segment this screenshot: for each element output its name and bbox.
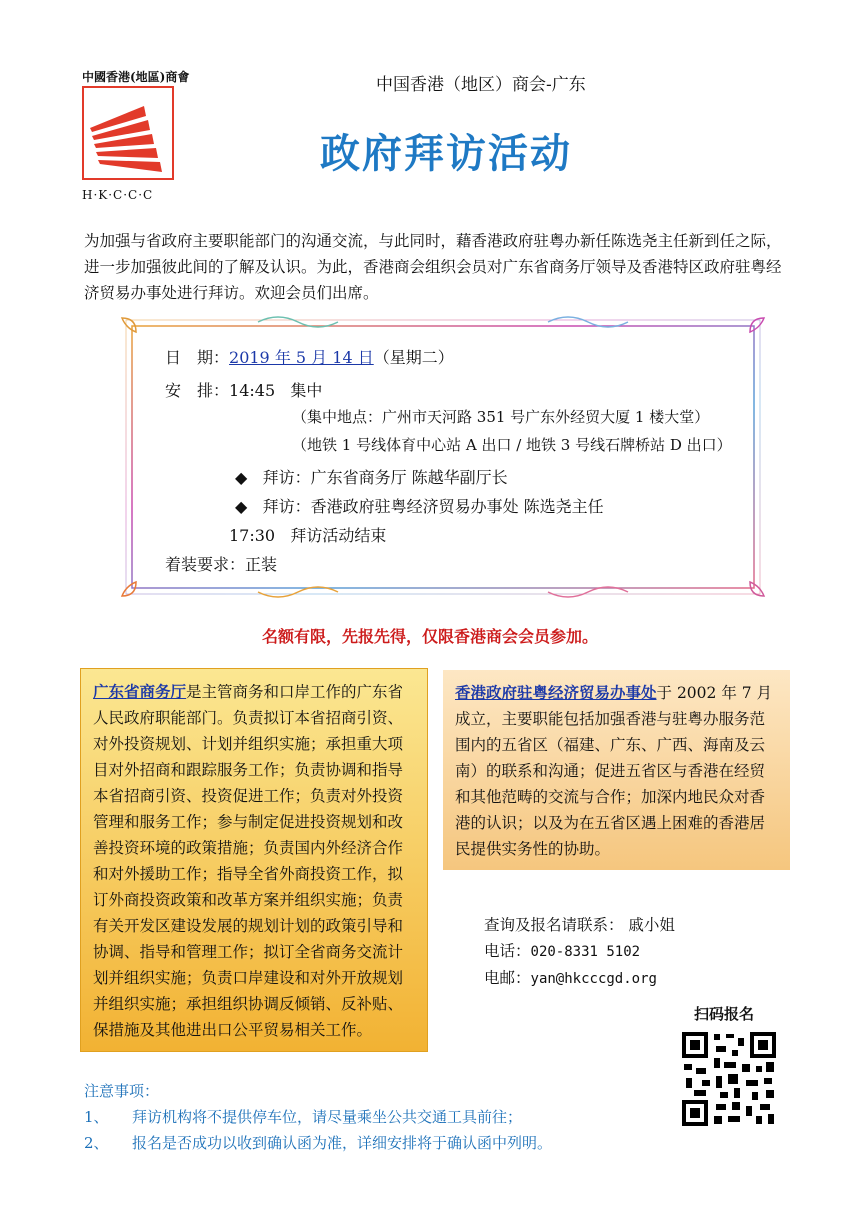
logo-top-text: 中國香港(地區)商會 — [82, 70, 190, 84]
note-number: 1、 — [84, 1108, 109, 1126]
dress-label: 着装要求： — [165, 555, 246, 574]
end-text: 拜访活动结束 — [290, 526, 387, 545]
note-item — [84, 1130, 552, 1156]
gather-text: 集中 — [290, 381, 323, 400]
location-text: （集中地点：广州市天河路 351 号广东外经贸大厦 1 楼大堂） — [292, 408, 710, 426]
visit-item-2 — [235, 494, 604, 517]
note-text: 报名是否成功以收到确认函为准，详细安排将于确认函中列明。 — [132, 1134, 553, 1152]
email-label: 电邮： — [484, 969, 531, 987]
date-link[interactable]: 2019 年 5 月 14 日 — [229, 348, 374, 367]
email-address[interactable]: yan@hkcccgd.org — [530, 971, 657, 987]
note-number: 2、 — [84, 1134, 109, 1152]
note-text: 拜访机构将不提供停车位，请尽量乘坐公共交通工具前往； — [132, 1108, 523, 1126]
bullet-icon: ◆ — [235, 497, 248, 516]
visit2-text: 拜访：香港政府驻粤经济贸易办事处 陈选尧主任 — [262, 497, 604, 516]
email-row — [484, 965, 675, 992]
arrange-row — [165, 378, 322, 401]
arrange-label: 安 排： — [165, 381, 230, 400]
notes-section — [84, 1078, 552, 1156]
bullet-icon: ◆ — [235, 468, 248, 487]
organization-name: 中国香港（地区）商会-广东 — [376, 75, 586, 95]
hketo-text: 于 2002 年 7 月成立，主要职能包括加强香港与驻粤办服务范围内的五省区（福建、广东、广西、海南及云南）的联系和沟通；促进五省区与香港在经贸和其他范畴的交流与合作；加深内地民众对香港的认识；以及为在五省区遇上困难的香港居民提供实务性的协助。 — [455, 684, 773, 858]
dress-value: 正装 — [245, 555, 278, 574]
date-weekday: （星期二） — [373, 348, 454, 367]
contact-person: 查询及报名请联系： 戚小姐 — [484, 916, 675, 934]
qr-code-icon[interactable] — [680, 1030, 778, 1128]
phone-row — [484, 938, 675, 965]
visit1-text: 拜访：广东省商务厅 陈越华副厅长 — [262, 468, 508, 487]
notice-text: 名额有限，先报先得，仅限香港商会会员参加。 — [261, 627, 598, 646]
hketo-box — [443, 670, 790, 870]
hketo-link[interactable]: 香港政府驻粤经济贸易办事处 — [455, 683, 657, 702]
notes-title: 注意事项： — [84, 1082, 160, 1100]
commerce-dept-link[interactable]: 广东省商务厅 — [93, 682, 187, 701]
note-item — [84, 1104, 552, 1130]
intro-paragraph: 为加强与省政府主要职能部门的沟通交流，与此同时，藉香港政府驻粤办新任陈选尧主任新到任之际，进一步加强彼此间的了解及认识。为此，香港商会组织会员对广东省商务厅领导及香港特区政府驻粤经济贸易办事处进行拜访。欢迎会员们出席。 — [84, 232, 782, 302]
logo-fan-icon — [82, 86, 174, 180]
contact-info — [484, 912, 675, 992]
gather-time: 14:45 — [229, 381, 276, 400]
phone-label: 电话： — [484, 942, 531, 960]
page-title: 政府拜访活动 — [320, 131, 572, 177]
date-row — [165, 345, 454, 368]
commerce-dept-box — [80, 668, 428, 1052]
qr-label: 扫码报名 — [694, 1005, 755, 1023]
end-time: 17:30 — [229, 526, 276, 545]
end-row — [229, 523, 386, 546]
date-label: 日 期： — [165, 348, 230, 367]
visit-item-1 — [235, 465, 508, 488]
logo-bottom-text: H·K·C·C·C — [82, 188, 154, 202]
metro-text: （地铁 1 号线体育中心站 A 出口 / 地铁 3 号线石牌桥站 D 出口） — [292, 436, 732, 454]
phone-number: 020-8331 5102 — [530, 944, 641, 960]
dress-row — [165, 552, 277, 575]
commerce-dept-text: 是主管商务和口岸工作的广东省人民政府职能部门。负责拟订本省招商引资、对外投资规划、计划并组织实施；承担重大项目对外招商和跟踪服务工作；负责协调和指导本省招商引资、投资促进工作；负责对外投资管理和服务工作；参与制定促进投资规划和改善投资环境的政策措施；负责国内外经济合作和对外援助工作；指导全省外商投资工作，拟订外商投资政策和改革方案并组织实施；负责有关开发区建设发展的规划计划的政策引导和协调、指导和管理工作；拟订全省商务交流计划并组织实施；负责口岸建设和对外开放规划并组织实施；承担组织协调反倾销、反补贴、保措施及其他进出口公平贸易相关工作。 — [93, 683, 404, 1039]
